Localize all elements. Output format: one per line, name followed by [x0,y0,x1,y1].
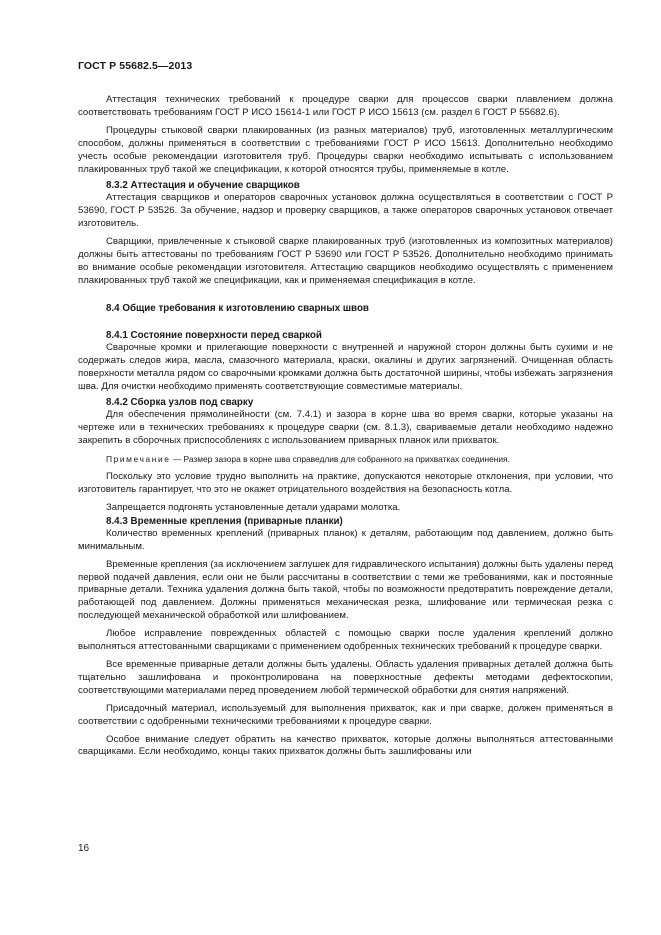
paragraph: Временные крепления (за исключением заглушек для гидравлического испытания) должны быть удалены перед первой подачей давления, если они не были рассчитаны в соответствии с теми же требованиями, как и постоянные приварные детали. Техника удаления должна быть такой, чтобы по возможности предотвратить повреждение детали, работающей под давлением. Должны применяться механическая резка, шлифование или термическая резка с последующей механической обработкой или шлифованием. [78,558,613,622]
note-label: Примечание [106,454,171,465]
section-heading: 8.4.2 Сборка узлов под сварку [106,397,254,409]
paragraph: Аттестация технических требований к процедуре сварки для процессов сварки плавлением должна соответствовать требованиям ГОСТ Р ИСО 15614-1 или ГОСТ Р ИСО 15613 (см. раздел 6 ГОСТ Р 55682.6). [78,94,613,118]
section-heading: 8.4.1 Состояние поверхности перед сваркой [106,329,322,341]
paragraph: Поскольку это условие трудно выполнить на практике, допускаются некоторые отклонения, при условии, что изготовитель гарантирует, что это не окажет отрицательного воздействия на безопасность котла. [78,471,613,496]
paragraph: Для обеспечения прямолинейности (см. 7.4.1) и зазора в корне шва во время сварки, которые указаны на чертеже или в технических требованиях к процедуре сварки (см. 8.1.3), свариваемые детали необходимо надежно закрепить в сборочных приспособлениях с использованием приварных планок или прихваток. [78,409,613,447]
paragraph: Любое исправление поврежденных областей с помощью сварки после удаления креплений должно выполняться аттестованными сварщиками с применением одобренных технических требований к процедуре сварки. [78,628,613,653]
paragraph: Процедуры стыковой сварки плакированных (из разных материалов) труб, изготовленных металлургическим способом, должны применяться в соответствии с требованиями ГОСТ Р ИСО 15613. Дополнительно необходимо учесть особые рекомендации изготовителя труб. Процедуры сварки необходимо испытывать с использованием плакированных труб такой же спецификации, к которой относятся трубы, применяемые в котле. [78,124,613,175]
paragraph: Количество временных креплений (приварных планок) к деталям, работающим под давлением, должно быть минимальным. [78,527,613,552]
page-number: 16 [78,843,90,854]
section-heading: 8.4.3 Временные крепления (приварные планки) [106,515,343,527]
paragraph: Сварочные кромки и прилегающие поверхности с внутренней и наружной сторон должны быть сухими и не содержать следов жира, масла, смазочного материала, краски, окалины и других загрязнений. Очищенная область поверхности металла рядом со сварочными кромками должна быть достаточной ширины, чтобы избежать загрязнения шва. Для очистки необходимо применять соответствующие совместимые материалы. [78,341,613,392]
paragraph: Особое внимание следует обратить на качество прихваток, которые должны выполняться аттестованными сварщиками. Если необходимо, концы таких прихваток должны быть зашлифованы или [78,733,613,758]
document-header: ГОСТ Р 55682.5—2013 [78,60,193,72]
note [78,454,613,465]
paragraph: Сварщики, привлеченные к стыковой сварке плакированных труб (изготовленных из композитных материалов) должны быть аттестованы по требованиям ГОСТ Р 53690 или ГОСТ Р 53526. Дополнительно необходимо принимать во внимание особые рекомендации изготовителя. Аттестацию сварщиков необходимо осуществлять с применением плакированных труб такой же спецификации, как и применяемая спецификация в котле. [78,236,613,286]
section-heading: 8.3.2 Аттестация и обучение сварщиков [106,180,300,192]
paragraph: Присадочный материал, используемый для выполнения прихваток, как и при сварке, должен применяться в соответствии с одобренными техническими требованиями к процедуре сварки. [78,702,613,727]
paragraph: Аттестация сварщиков и операторов сварочных установок должна осуществляться в соответствии с ГОСТ Р 53690, ГОСТ Р 53526. За обучение, надзор и проверку сварщиков, а также операторов сварочных установок отвечает изготовитель. [78,192,613,230]
paragraph: Запрещается подгонять установленные детали ударами молотка. [106,501,401,513]
section-heading: 8.4 Общие требования к изготовлению сварных швов [106,302,369,314]
paragraph: Все временные приварные детали должны быть удалены. Область удаления приварных деталей должна быть тщательно зашлифована и проконтролирована на поверхностные дефекты методами дефектоскопии, соответствующими материалами перед проведением любой термической обработки для снятия напряжений. [78,659,613,696]
document-body [78,94,613,759]
note-text: — Размер зазора в корне шва справедлив для собранного на прихватках соединения. [172,454,510,465]
